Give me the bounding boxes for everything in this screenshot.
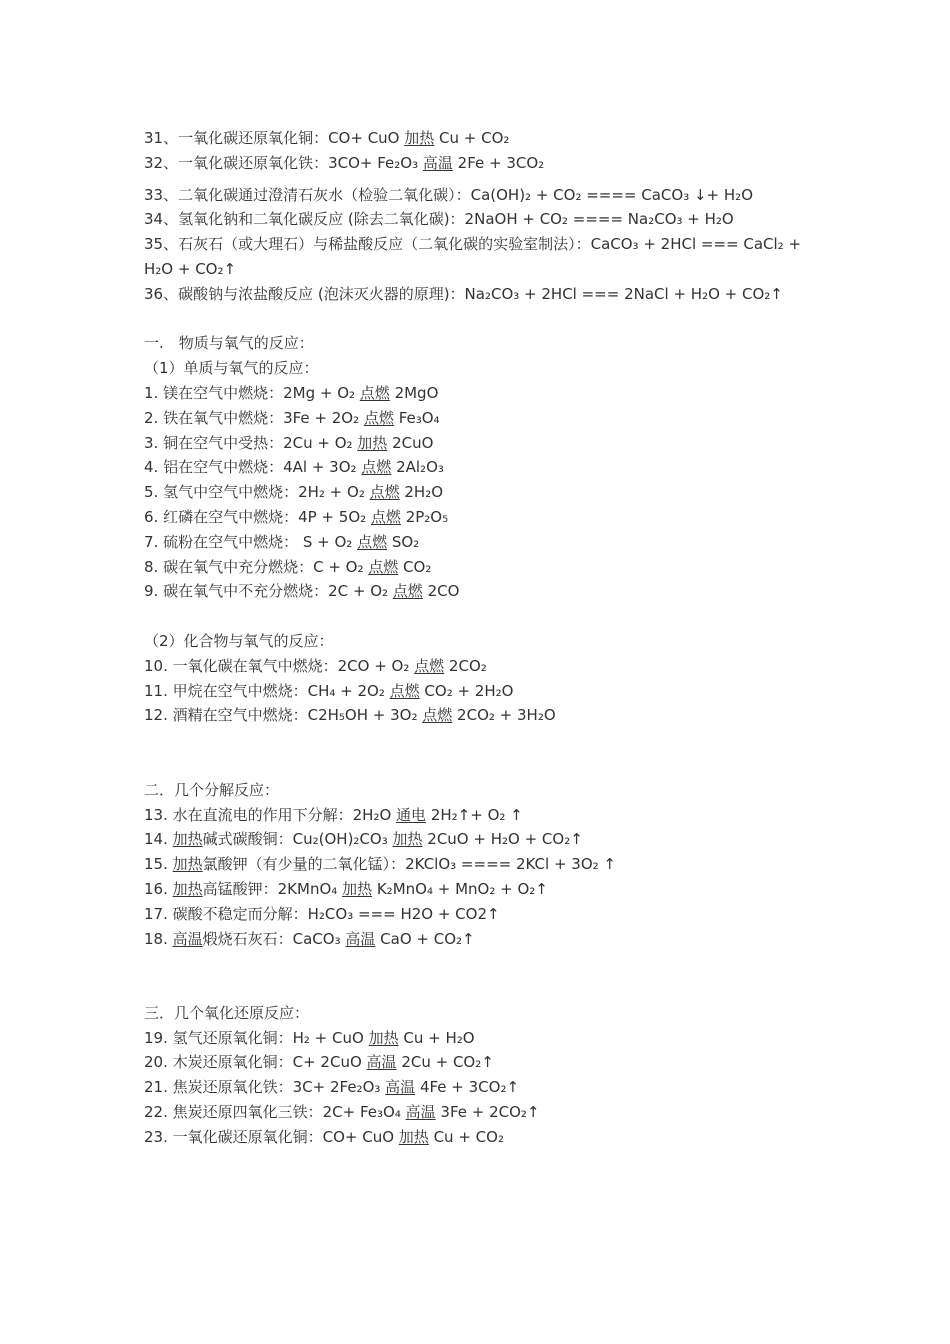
equation-line: 36、碳酸钠与浓盐酸反应 (泡沫灭火器的原理)：Na₂CO₃ + 2HCl === 2NaCl + H₂O + CO₂↑ (144, 284, 783, 303)
reaction-condition: 点燃 (357, 532, 388, 551)
equation-line: 17. 碳酸不稳定而分解：H₂CO₃ === H2O + CO2↑ (144, 904, 500, 923)
reaction-condition: 通电 (396, 805, 427, 824)
equation-line: 34、氢氧化钠和二氧化碳反应 (除去二氧化碳)：2NaOH + CO₂ ==== Na₂CO₃ + H₂O (144, 210, 734, 229)
equation-line: 7. 硫粉在空气中燃烧： S + O₂ 点燃 SO₂ (144, 532, 420, 551)
reaction-condition: 点燃 (392, 582, 423, 601)
reaction-condition: 点燃 (370, 507, 401, 526)
equation-line: 1. 镁在空气中燃烧：2Mg + O₂ 点燃 2MgO (144, 383, 439, 402)
equation-line: 32、一氧化碳还原氧化铁：3CO+ Fe₂O₃ 高温 2Fe + 3CO₂ (144, 153, 545, 172)
reaction-condition: 高温 (422, 153, 453, 172)
equation-line: 19. 氢气还原氧化铜：H₂ + CuO 加热 Cu + H₂O (144, 1028, 475, 1047)
reaction-condition: 加热 (357, 433, 388, 452)
reaction-condition: 点燃 (368, 557, 399, 576)
reaction-condition: 高温 (405, 1103, 436, 1122)
reaction-condition: 点燃 (369, 483, 400, 502)
reaction-condition: 点燃 (359, 383, 390, 402)
reaction-condition: 点燃 (363, 408, 394, 427)
subsection-heading: （2）化合物与氧气的反应： (144, 631, 334, 650)
reaction-condition: 高温 (345, 929, 376, 948)
reaction-condition: 加热 (172, 879, 203, 898)
equation-line: 12. 酒精在空气中燃烧：C2H₅OH + 3O₂ 点燃 2CO₂ + 3H₂O (144, 706, 556, 725)
section-heading: 三．几个氧化还原反应： (144, 1003, 310, 1022)
equation-line: 15. 加热氯酸钾（有少量的二氧化锰）：2KClO₃ ==== 2KCl + 3O₂ ↑ (144, 855, 616, 874)
reaction-condition: 点燃 (414, 656, 445, 675)
equation-line: 35、石灰石（或大理石）与稀盐酸反应（二氧化碳的实验室制法）：CaCO₃ + 2HCl === CaCl₂ + H₂O + CO₂↑ (144, 235, 802, 278)
reaction-condition: 加热 (404, 129, 435, 147)
equation-line: 18. 高温煅烧石灰石：CaCO₃ 高温 CaO + CO₂↑ (144, 929, 475, 948)
reaction-condition: 加热 (368, 1028, 399, 1047)
equation-line: 11. 甲烷在空气中燃烧：CH₄ + 2O₂ 点燃 CO₂ + 2H₂O (144, 681, 514, 700)
reaction-condition: 加热 (172, 855, 203, 874)
reaction-condition: 加热 (398, 1127, 429, 1146)
reaction-condition: 高温 (366, 1053, 397, 1072)
equation-line: 2. 铁在氧气中燃烧：3Fe + 2O₂ 点燃 Fe₃O₄ (144, 408, 440, 427)
reaction-condition: 加热 (392, 830, 423, 849)
equation-line: 4. 铝在空气中燃烧：4Al + 3O₂ 点燃 2Al₂O₃ (144, 458, 444, 477)
reaction-condition: 高温 (385, 1078, 416, 1097)
equation-line: 3. 铜在空气中受热：2Cu + O₂ 加热 2CuO (144, 433, 434, 452)
equation-line: 13. 水在直流电的作用下分解：2H₂O 通电 2H₂↑+ O₂ ↑ (144, 805, 523, 824)
equation-line: 9. 碳在氧气中不充分燃烧：2C + O₂ 点燃 2CO (144, 582, 460, 601)
equation-line: 23. 一氧化碳还原氧化铜：CO+ CuO 加热 Cu + CO₂ (144, 1127, 504, 1146)
reaction-condition: 高温 (172, 929, 203, 948)
reaction-condition: 点燃 (361, 458, 392, 477)
equation-line: 22. 焦炭还原四氧化三铁：2C+ Fe₃O₄ 高温 3Fe + 2CO₂↑ (144, 1103, 540, 1122)
equation-line: 5. 氢气中空气中燃烧：2H₂ + O₂ 点燃 2H₂O (144, 483, 444, 502)
equation-line: 14. 加热碱式碳酸铜：Cu₂(OH)₂CO₃ 加热 2CuO + H₂O + CO₂↑ (144, 830, 583, 849)
document-page (144, 126, 809, 1150)
equation-line: 8. 碳在氧气中充分燃烧：C + O₂ 点燃 CO₂ (144, 557, 432, 576)
reaction-condition: 加热 (342, 879, 373, 898)
equation-line: 6. 红磷在空气中燃烧：4P + 5O₂ 点燃 2P₂O₅ (144, 507, 449, 526)
equation-line: 20. 木炭还原氧化铜：C+ 2CuO 高温 2Cu + CO₂↑ (144, 1053, 494, 1072)
reaction-condition: 点燃 (389, 681, 420, 700)
equation-line: 31、一氧化碳还原氧化铜：CO+ CuO 加热 Cu + CO₂ (144, 129, 510, 147)
equation-line: 16. 加热高锰酸钾：2KMnO₄ 加热 K₂MnO₄ + MnO₂ + O₂↑ (144, 879, 548, 898)
equation-line: 21. 焦炭还原氧化铁：3C+ 2Fe₂O₃ 高温 4Fe + 3CO₂↑ (144, 1078, 520, 1097)
subsection-heading: （1）单质与氧气的反应： (144, 359, 319, 378)
reaction-condition: 加热 (172, 830, 203, 849)
equation-line: 33、二氧化碳通过澄清石灰水（检验二氧化碳）：Ca(OH)₂ + CO₂ ==== CaCO₃ ↓+ H₂O (144, 185, 753, 204)
reaction-condition: 点燃 (422, 706, 453, 725)
section-heading: 一. 物质与氧气的反应： (144, 334, 314, 353)
equation-line: 10. 一氧化碳在氧气中燃烧：2CO + O₂ 点燃 2CO₂ (144, 656, 487, 675)
section-heading: 二．几个分解反应： (144, 780, 280, 799)
